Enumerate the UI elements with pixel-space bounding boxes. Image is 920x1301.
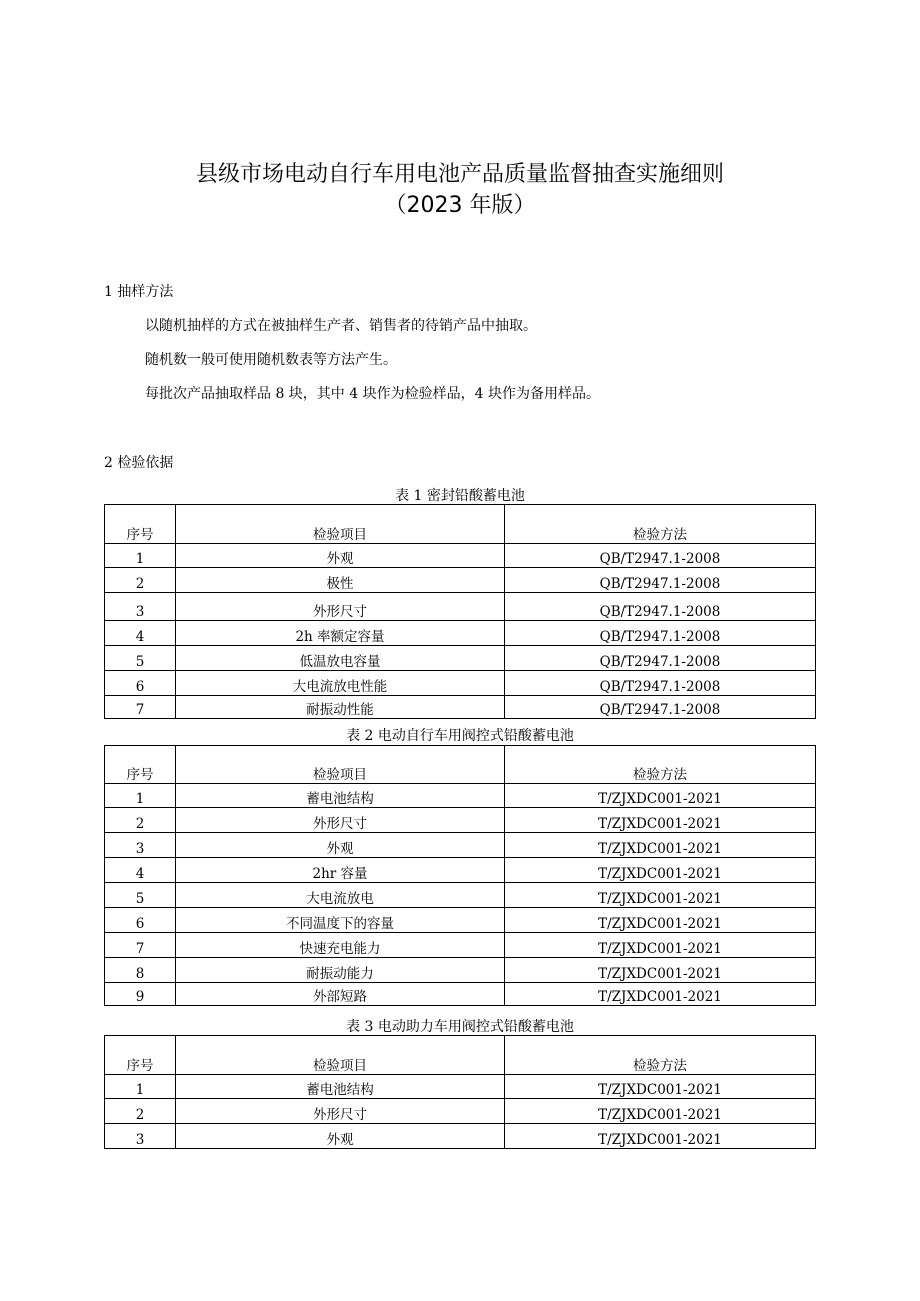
table-cell: 1 (105, 1075, 176, 1099)
table-cell: 8 (105, 958, 176, 983)
table-caption: 表 3 电动助力车用阀控式铅酸蓄电池 (346, 1019, 574, 1035)
table-row (105, 696, 816, 719)
document-title: 县级市场电动自行车用电池产品质量监督抽查实施细则 (195, 162, 724, 187)
table-cell: 5 (105, 646, 176, 671)
section-heading: 2 检验依据 (104, 455, 174, 471)
inspection-table-2 (104, 745, 816, 1006)
header-cell: 检验方法 (505, 1036, 816, 1075)
table-cell: 1 (105, 784, 176, 808)
table-cell: 低温放电容量 (176, 646, 505, 671)
table-cell: T/ZJXDC001-2021 (505, 784, 816, 808)
table-cell: 5 (105, 883, 176, 908)
section-heading: 1 抽样方法 (104, 284, 174, 300)
table-cell: 4 (105, 858, 176, 883)
table-row (105, 671, 816, 696)
inspection-table-3 (104, 1035, 816, 1149)
table-cell: 外形尺寸 (176, 593, 505, 621)
table-row (105, 593, 816, 621)
table-row (105, 933, 816, 958)
table-cell: T/ZJXDC001-2021 (505, 1075, 816, 1099)
table-row (105, 833, 816, 858)
table-cell: 9 (105, 983, 176, 1006)
table-cell: 6 (105, 908, 176, 933)
table-cell: 蓄电池结构 (176, 1075, 505, 1099)
table-cell: 大电流放电性能 (176, 671, 505, 696)
table-cell: 大电流放电 (176, 883, 505, 908)
table-cell: 外观 (176, 833, 505, 858)
table-caption: 表 1 密封铅酸蓄电池 (395, 488, 525, 504)
inspection-table-1 (104, 504, 816, 719)
table-cell: 外形尺寸 (176, 808, 505, 833)
table-cell: T/ZJXDC001-2021 (505, 883, 816, 908)
table-cell: 4 (105, 621, 176, 646)
table-cell: 外观 (176, 544, 505, 568)
table-cell: QB/T2947.1-2008 (505, 568, 816, 593)
table-cell: 外观 (176, 1124, 505, 1149)
table-cell: 2 (105, 808, 176, 833)
table-row (105, 646, 816, 671)
header-cell: 序号 (105, 505, 176, 544)
table-cell: 3 (105, 593, 176, 621)
table-row (105, 883, 816, 908)
table-cell: 耐振动性能 (176, 696, 505, 719)
header-cell: 检验项目 (176, 746, 505, 784)
table-header-row (105, 746, 816, 784)
table-row (105, 544, 816, 568)
table-row (105, 858, 816, 883)
table-cell: QB/T2947.1-2008 (505, 646, 816, 671)
header-cell: 检验方法 (505, 746, 816, 784)
table-row (105, 808, 816, 833)
table-row (105, 568, 816, 593)
paragraph: 每批次产品抽取样品 8 块，其中 4 块作为检验样品，4 块作为备用样品。 (145, 386, 600, 402)
table-cell: 6 (105, 671, 176, 696)
header-cell: 检验项目 (176, 505, 505, 544)
header-cell: 序号 (105, 1036, 176, 1075)
paragraph: 随机数一般可使用随机数表等方法产生。 (145, 352, 397, 368)
table-cell: 2 (105, 568, 176, 593)
table-row (105, 784, 816, 808)
table-cell: 外部短路 (176, 983, 505, 1006)
table-row (105, 983, 816, 1006)
table-cell: 3 (105, 1124, 176, 1149)
table-cell: T/ZJXDC001-2021 (505, 858, 816, 883)
table-cell: T/ZJXDC001-2021 (505, 958, 816, 983)
table-cell: T/ZJXDC001-2021 (505, 933, 816, 958)
table-cell: 不同温度下的容量 (176, 908, 505, 933)
table-cell: 外形尺寸 (176, 1099, 505, 1124)
table-cell: 7 (105, 696, 176, 719)
table-row (105, 1099, 816, 1124)
table-cell: T/ZJXDC001-2021 (505, 1099, 816, 1124)
table-cell: QB/T2947.1-2008 (505, 671, 816, 696)
table-cell: QB/T2947.1-2008 (505, 621, 816, 646)
table-header-row (105, 505, 816, 544)
table-cell: 快速充电能力 (176, 933, 505, 958)
table-cell: T/ZJXDC001-2021 (505, 1124, 816, 1149)
table-cell: 2h 率额定容量 (176, 621, 505, 646)
table-cell: 7 (105, 933, 176, 958)
header-cell: 检验项目 (176, 1036, 505, 1075)
table-row (105, 621, 816, 646)
table-cell: T/ZJXDC001-2021 (505, 808, 816, 833)
table-cell: 蓄电池结构 (176, 784, 505, 808)
table-cell: 2hr 容量 (176, 858, 505, 883)
table-header-row (105, 1036, 816, 1075)
header-cell: 序号 (105, 746, 176, 784)
table-row (105, 1075, 816, 1099)
table-row (105, 1124, 816, 1149)
table-row (105, 958, 816, 983)
header-cell: 检验方法 (505, 505, 816, 544)
table-cell: 极性 (176, 568, 505, 593)
table-cell: QB/T2947.1-2008 (505, 544, 816, 568)
table-cell: 3 (105, 833, 176, 858)
table-cell: 2 (105, 1099, 176, 1124)
table-cell: T/ZJXDC001-2021 (505, 833, 816, 858)
document-subtitle: （2023 年版） (384, 193, 536, 218)
table-cell: QB/T2947.1-2008 (505, 593, 816, 621)
table-cell: T/ZJXDC001-2021 (505, 908, 816, 933)
paragraph: 以随机抽样的方式在被抽样生产者、销售者的待销产品中抽取。 (145, 318, 537, 334)
table-cell: QB/T2947.1-2008 (505, 696, 816, 719)
table-cell: 1 (105, 544, 176, 568)
table-row (105, 908, 816, 933)
table-caption: 表 2 电动自行车用阀控式铅酸蓄电池 (346, 728, 574, 744)
table-cell: 耐振动能力 (176, 958, 505, 983)
table-cell: T/ZJXDC001-2021 (505, 983, 816, 1006)
